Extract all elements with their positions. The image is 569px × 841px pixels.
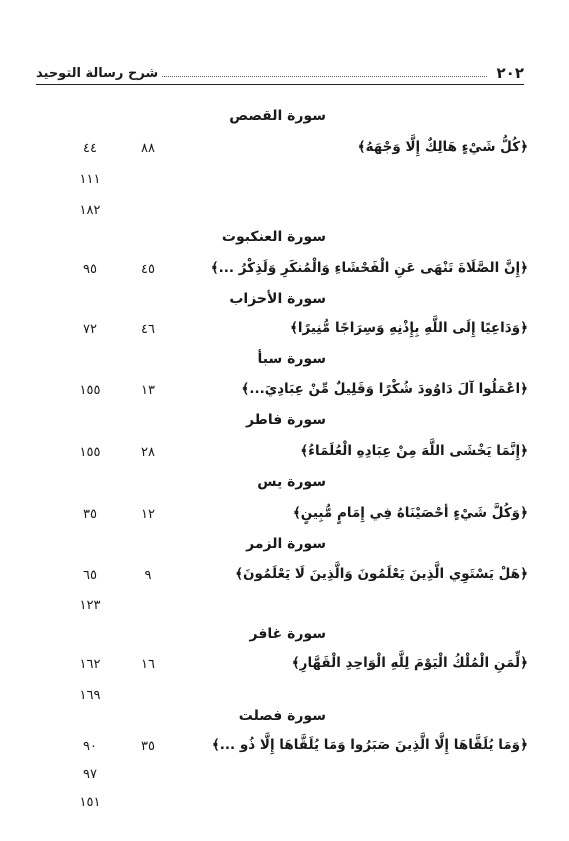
page-ref: ٣٥ <box>83 507 97 522</box>
page-ref: ١٨٢ <box>79 203 101 218</box>
page-ref: ١٥٥ <box>79 445 101 460</box>
page-ref: ١١١ <box>79 172 101 187</box>
surah-heading: سورة غافر <box>249 626 326 642</box>
surah-heading: سورة فاطر <box>245 412 326 428</box>
page-ref: ٩٥ <box>83 262 97 277</box>
verse-text: ﴿إِنَّ الصَّلَاةَ تَنْهَى عَنِ الْفَحْشَاءِ وَالْمُنكَرِ وَلَذِكْرُ ...﴾ <box>210 260 528 276</box>
page-ref: ٦٥ <box>83 568 97 583</box>
surah-heading: سورة يس <box>257 474 326 490</box>
verse-text: ﴿وَدَاعِيًا إِلَى اللَّهِ بِإِذْنِهِ وَسِرَاجًا مُّنِيرًا﴾ <box>289 320 528 336</box>
page-ref: ٤٤ <box>83 141 97 156</box>
ayah-number: ١٣ <box>141 383 155 398</box>
page-ref: ٩٧ <box>83 767 97 782</box>
page-ref: ٩٠ <box>83 739 97 754</box>
surah-heading: سورة سبأ <box>257 351 326 367</box>
page-ref: ١٥٥ <box>79 383 101 398</box>
book-title: شرح رسالة التوحيد <box>36 66 159 81</box>
surah-heading: سورة العنكبوت <box>221 229 326 245</box>
page-ref: ١٢٣ <box>79 598 101 613</box>
surah-heading: سورة القصص <box>229 108 326 124</box>
verse-text: ﴿اعْمَلُوا آلَ دَاوُودَ شُكْرًا وَقَلِيلٌ مِّنْ عِبَادِيَ...﴾ <box>241 381 528 397</box>
running-header <box>36 62 524 85</box>
verse-text: ﴿هَلْ يَسْتَوِي الَّذِينَ يَعْلَمُونَ وَالَّذِينَ لَا يَعْلَمُونَ﴾ <box>235 566 528 582</box>
ayah-number: ١٢ <box>141 507 155 522</box>
ayah-number: ٣٥ <box>141 739 155 754</box>
ayah-number: ٢٨ <box>141 445 155 460</box>
surah-heading: سورة الأحزاب <box>229 291 326 307</box>
ayah-number: ٤٦ <box>141 322 155 337</box>
page-ref: ١٥١ <box>79 795 101 810</box>
surah-heading: سورة الزمر <box>246 536 326 552</box>
verse-text: ﴿وَكُلَّ شَيْءٍ أحْصَيْنَاهُ فِي إِمَامٍ مُّبِينٍ﴾ <box>292 505 528 521</box>
verse-text: ﴿كُلُّ شَيْءٍ هَالِكٌ إِلَّا وَجْهَهُ﴾ <box>357 139 528 155</box>
surah-heading: سورة فصلت <box>238 708 326 724</box>
ayah-number: ٤٥ <box>141 262 155 277</box>
ayah-number: ١٦ <box>141 657 155 672</box>
ayah-number: ٨٨ <box>141 141 155 156</box>
header-dots <box>162 76 486 77</box>
page-number: ٢٠٢ <box>496 64 524 82</box>
verse-text: ﴿وَمَا يُلَقَّاهَا إِلَّا الَّذِينَ صَبَرُوا وَمَا يُلَقَّاهَا إِلَّا ذُو ...﴾ <box>211 737 528 753</box>
verse-text: ﴿لِّمَنِ الْمُلْكُ الْيَوْمَ لِلَّهِ الْوَاحِدِ الْقَهَّارِ﴾ <box>291 655 528 671</box>
page-ref: ٧٢ <box>83 322 97 337</box>
verse-text: ﴿إِنَّمَا يَخْشَى اللَّهَ مِنْ عِبَادِهِ الْعُلَمَاءُ﴾ <box>300 443 528 459</box>
page-ref: ١٦٢ <box>79 657 101 672</box>
page-ref: ١٦٩ <box>79 688 101 703</box>
ayah-number: ٩ <box>144 568 152 583</box>
